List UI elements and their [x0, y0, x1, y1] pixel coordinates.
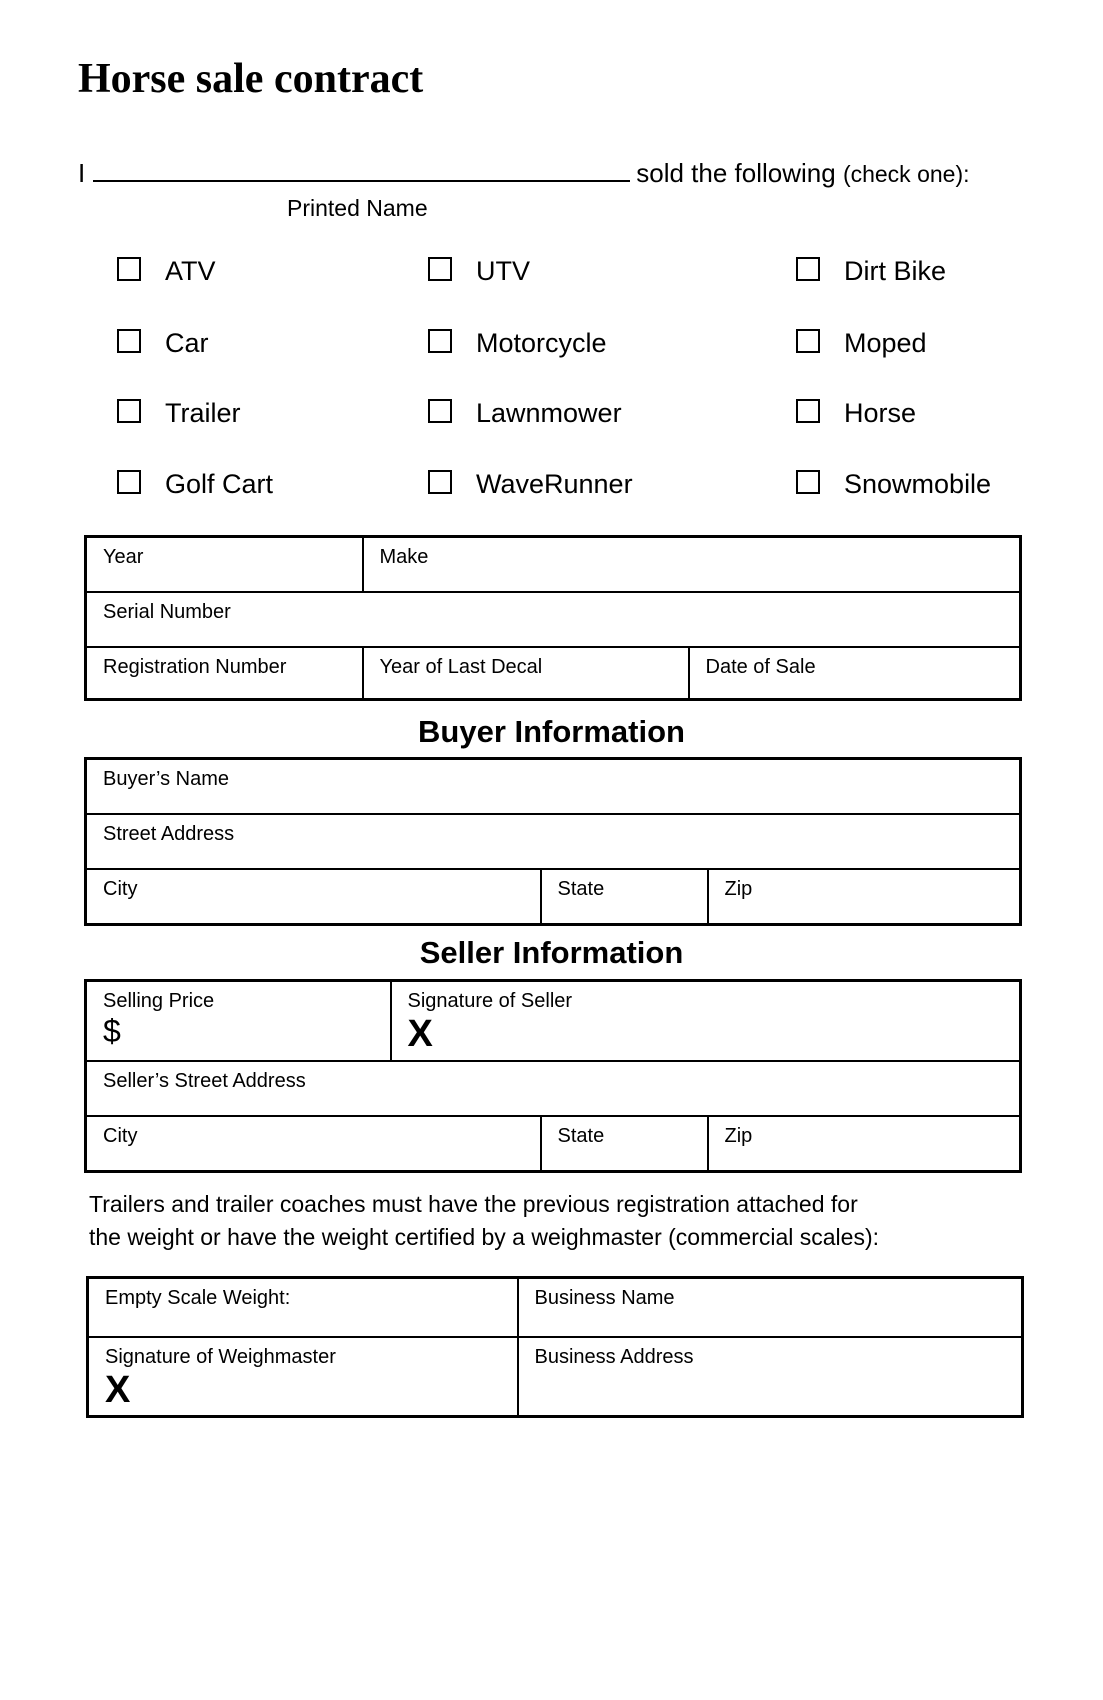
checkbox-label: Dirt Bike	[844, 256, 947, 286]
trailer-note	[89, 1188, 989, 1254]
intro-suffix: sold the following	[636, 158, 836, 188]
selling-price-field[interactable]	[86, 981, 391, 1061]
buyer-state-field[interactable]: State	[541, 869, 708, 925]
checkbox-icon[interactable]	[117, 399, 141, 423]
trailer-note-line-2: the weight or have the weight certified by a weighmaster (commercial scales):	[89, 1224, 880, 1250]
printed-name-blank[interactable]	[93, 158, 630, 182]
year-field[interactable]: Year	[86, 537, 363, 592]
weighmaster-table	[86, 1276, 1024, 1418]
checkbox-lawnmower[interactable]	[428, 400, 622, 427]
buyer-street-field[interactable]: Street Address	[86, 814, 1021, 869]
seller-city-field[interactable]: City	[86, 1116, 541, 1172]
checkbox-label: Snowmobile	[844, 469, 992, 499]
intro-prefix: I	[78, 158, 86, 188]
seller-street-field[interactable]: Seller’s Street Address	[86, 1061, 1021, 1116]
checkbox-icon[interactable]	[796, 257, 820, 281]
checkbox-label: WaveRunner	[476, 469, 633, 499]
checkbox-horse[interactable]	[796, 400, 916, 427]
seller-zip-field[interactable]: Zip	[708, 1116, 1021, 1172]
checkbox-trailer[interactable]	[117, 400, 241, 427]
selling-price-label: Selling Price	[103, 990, 215, 1012]
seller-table	[84, 979, 1022, 1173]
checkbox-label: UTV	[476, 256, 530, 286]
checkbox-icon[interactable]	[428, 399, 452, 423]
checkbox-icon[interactable]	[796, 399, 820, 423]
buyer-name-field[interactable]: Buyer’s Name	[86, 759, 1021, 814]
checkbox-snowmobile[interactable]	[796, 471, 991, 498]
checkbox-car[interactable]	[117, 330, 209, 357]
checkbox-dirt-bike[interactable]	[796, 258, 946, 285]
checkbox-label: Motorcycle	[476, 328, 607, 358]
checkbox-icon[interactable]	[117, 257, 141, 281]
checkbox-label: Trailer	[165, 398, 241, 428]
serial-number-field[interactable]: Serial Number	[86, 592, 1021, 647]
year-last-decal-field[interactable]: Year of Last Decal	[363, 647, 689, 700]
checkbox-atv[interactable]	[117, 258, 216, 285]
checkbox-icon[interactable]	[117, 470, 141, 494]
signature-x-mark: X	[407, 1013, 433, 1055]
empty-scale-weight-field[interactable]: Empty Scale Weight:	[88, 1278, 518, 1337]
checkbox-label: Lawnmower	[476, 398, 622, 428]
intro-line	[78, 158, 970, 186]
checkbox-icon[interactable]	[428, 257, 452, 281]
checkbox-label: Golf Cart	[165, 469, 274, 499]
checkbox-icon[interactable]	[796, 470, 820, 494]
checkbox-label: Horse	[844, 398, 917, 428]
checkbox-waverunner[interactable]	[428, 471, 633, 498]
checkbox-icon[interactable]	[428, 470, 452, 494]
buyer-zip-field[interactable]: Zip	[708, 869, 1021, 925]
signature-x-mark: X	[105, 1368, 131, 1411]
checkbox-label: ATV	[165, 256, 216, 286]
buyer-city-field[interactable]: City	[86, 869, 541, 925]
checkbox-label: Car	[165, 328, 209, 358]
trailer-note-line-1: Trailers and trailer coaches must have the previous registration attached for	[89, 1191, 858, 1217]
buyer-heading: Buyer Information	[418, 714, 685, 749]
business-address-field[interactable]: Business Address	[518, 1337, 1023, 1417]
printed-name-label: Printed Name	[287, 195, 428, 221]
seller-state-field[interactable]: State	[541, 1116, 708, 1172]
registration-number-field[interactable]: Registration Number	[86, 647, 363, 700]
checkbox-utv[interactable]	[428, 258, 530, 285]
weighmaster-signature-label: Signature of Weighmaster	[105, 1345, 336, 1368]
make-field[interactable]: Make	[363, 537, 1021, 592]
business-name-field[interactable]: Business Name	[518, 1278, 1023, 1337]
checkbox-moped[interactable]	[796, 330, 927, 357]
currency-symbol: $	[103, 1013, 121, 1049]
seller-signature-field[interactable]	[391, 981, 1021, 1061]
checkbox-label: Moped	[844, 328, 927, 358]
checkbox-icon[interactable]	[428, 329, 452, 353]
buyer-table	[84, 757, 1022, 926]
date-of-sale-field[interactable]: Date of Sale	[689, 647, 1021, 700]
document-title: Horse sale contract	[78, 56, 424, 102]
vehicle-details-table	[84, 535, 1022, 701]
weighmaster-signature-field[interactable]	[88, 1337, 518, 1417]
checkbox-icon[interactable]	[117, 329, 141, 353]
checkbox-icon[interactable]	[796, 329, 820, 353]
intro-hint: (check one):	[842, 161, 970, 187]
seller-signature-label: Signature of Seller	[407, 990, 573, 1012]
checkbox-motorcycle[interactable]	[428, 330, 607, 357]
checkbox-golf-cart[interactable]	[117, 471, 273, 498]
seller-heading: Seller Information	[419, 935, 684, 970]
